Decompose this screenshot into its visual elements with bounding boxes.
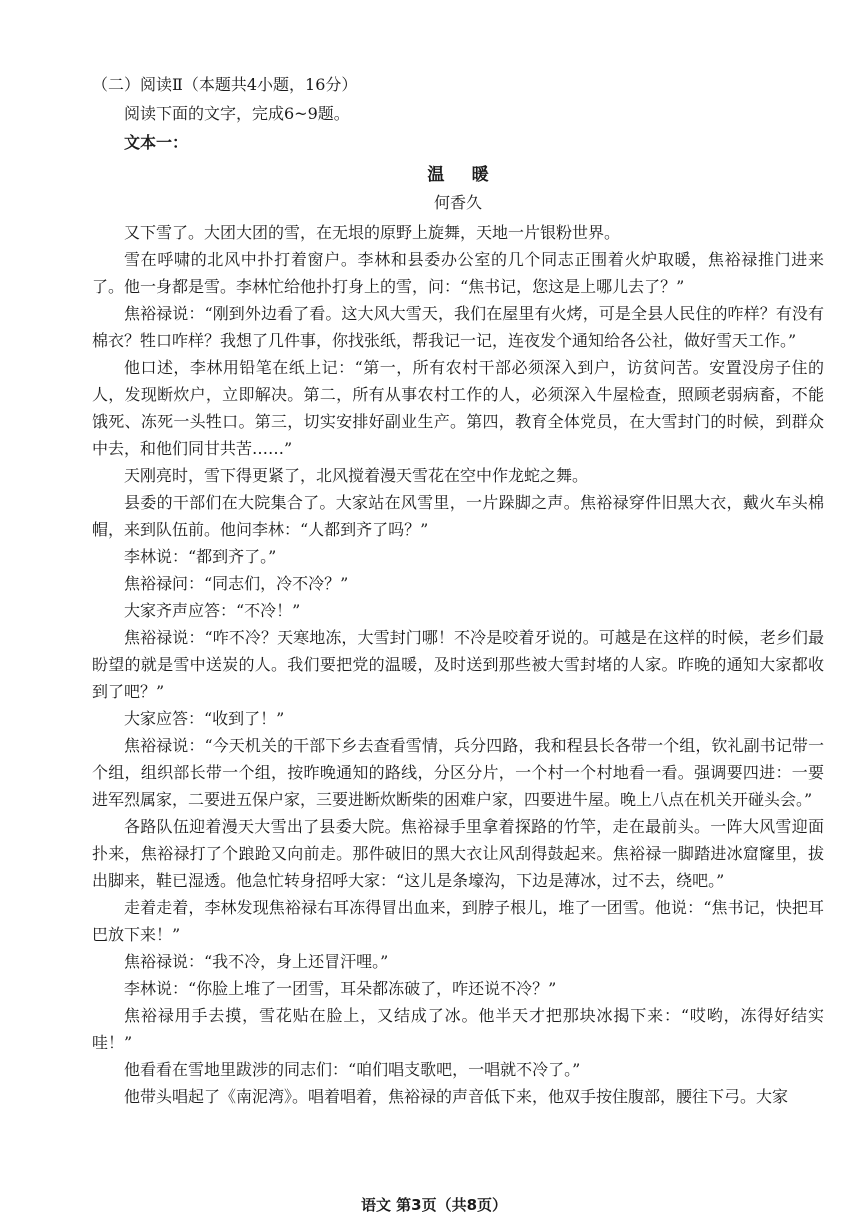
- paragraph: 焦裕禄说：“刚到外边看了看。这大风大雪天，我们在屋里有火烤，可是全县人民住的咋样？有没有棉衣？牲口咋样？我想了几件事，你找张纸，帮我记一记，连夜发个通知给各公社，做好雪天工作。”: [92, 304, 824, 350]
- paragraph: 焦裕禄问：“同志们，冷不冷？”: [124, 574, 349, 593]
- paragraph: 他看看在雪地里跋涉的同志们：“咱们唱支歌吧，一唱就不冷了。”: [124, 1060, 581, 1079]
- paragraph: 各路队伍迎着漫天大雪出了县委大院。焦裕禄手里拿着探路的竹竿，走在最前头。一阵大风雪迎面扑来，焦裕禄打了个踉跄又向前走。那件破旧的黑大衣让风刮得鼓起来。焦裕禄一脚踏进冰窟窿里，拔出脚来，鞋已湿透。他急忙转身招呼大家：“这儿是条壕沟，下边是薄冰，过不去，绕吧。”: [92, 817, 824, 890]
- paragraph: 焦裕禄说：“我不冷，身上还冒汗哩。”: [124, 952, 389, 971]
- paragraph: 天刚亮时，雪下得更紧了，北风搅着漫天雪花在空中作龙蛇之舞。: [124, 466, 589, 485]
- text-label: 文本一：: [124, 133, 189, 152]
- paragraph: 大家应答：“收到了！”: [124, 709, 285, 728]
- paragraph: 走着走着，李林发现焦裕禄右耳冻得冒出血来，到脖子根儿，堆了一团雪。他说：“焦书记，快把耳巴放下来！”: [92, 898, 824, 944]
- paragraph: 大家齐声应答：“不冷！”: [124, 601, 301, 620]
- paragraph: 焦裕禄用手去摸，雪花贴在脸上，又结成了冰。他半天才把那块冰揭下来：“哎哟，冻得好结实哇！”: [92, 1006, 824, 1052]
- paragraph: 雪在呼啸的北风中扑打着窗户。李林和县委办公室的几个同志正围着火炉取暖，焦裕禄推门进来了。他一身都是雪。李林忙给他扑打身上的雪，问：“焦书记，您这是上哪儿去了？”: [92, 250, 824, 296]
- page-footer: 语文 第3页（共8页）: [360, 1196, 508, 1214]
- paragraph: 焦裕禄说：“今天机关的干部下乡去查看雪情，兵分四路，我和程县长各带一个组，钦礼副书记带一个组，组织部长带一个组，按昨晚通知的路线，分区分片，一个村一个村地看一看。强调要四进：一要进军烈属家，二要进五保户家，三要进断炊断柴的困难户家，四要进牛屋。晚上八点在机关开碰头会。”: [92, 736, 824, 809]
- paragraph: 他口述，李林用铅笔在纸上记：“第一，所有农村干部必须深入到户，访贫问苦。安置没房子住的人，发现断炊户，立即解决。第二，所有从事农村工作的人，必须深入牛屋检查，照顾老弱病畜，不能饿死、冻死一头牲口。第三，切实安排好副业生产。第四，教育全体党员，在大雪封门的时候，到群众中去，和他们同甘共苦……”: [92, 358, 824, 458]
- paragraph: 又下雪了。大团大团的雪，在无垠的原野上旋舞，天地一片银粉世界。: [124, 223, 621, 242]
- paragraph: 县委的干部们在大院集合了。大家站在风雪里，一片跺脚之声。焦裕禄穿件旧黑大衣，戴火车头棉帽，来到队伍前。他问李林：“人都到齐了吗？”: [92, 493, 824, 539]
- article-author: 何香久: [433, 193, 482, 212]
- section-header: （二）阅读Ⅱ（本题共4小题，16分）: [92, 75, 358, 94]
- paragraph: 李林说：“你脸上堆了一团雪，耳朵都冻破了，咋还说不冷？”: [124, 979, 557, 998]
- paragraph: 李林说：“都到齐了。”: [124, 547, 277, 566]
- paragraph: 焦裕禄说：“咋不冷？天寒地冻，大雪封门哪！不冷是咬着牙说的。可越是在这样的时候，老乡们最盼望的就是雪中送炭的人。我们要把党的温暖，及时送到那些被大雪封堵的人家。昨晚的通知大家都收到了吧？”: [92, 628, 824, 701]
- article-body: [92, 219, 824, 1110]
- paragraph: 他带头唱起了《南泥湾》。唱着唱着，焦裕禄的声音低下来，他双手按住腹部，腰往下弓。大家: [124, 1087, 789, 1106]
- reading-instruction: 阅读下面的文字，完成6~9题。: [124, 104, 350, 123]
- article-title: 温暖: [427, 165, 516, 185]
